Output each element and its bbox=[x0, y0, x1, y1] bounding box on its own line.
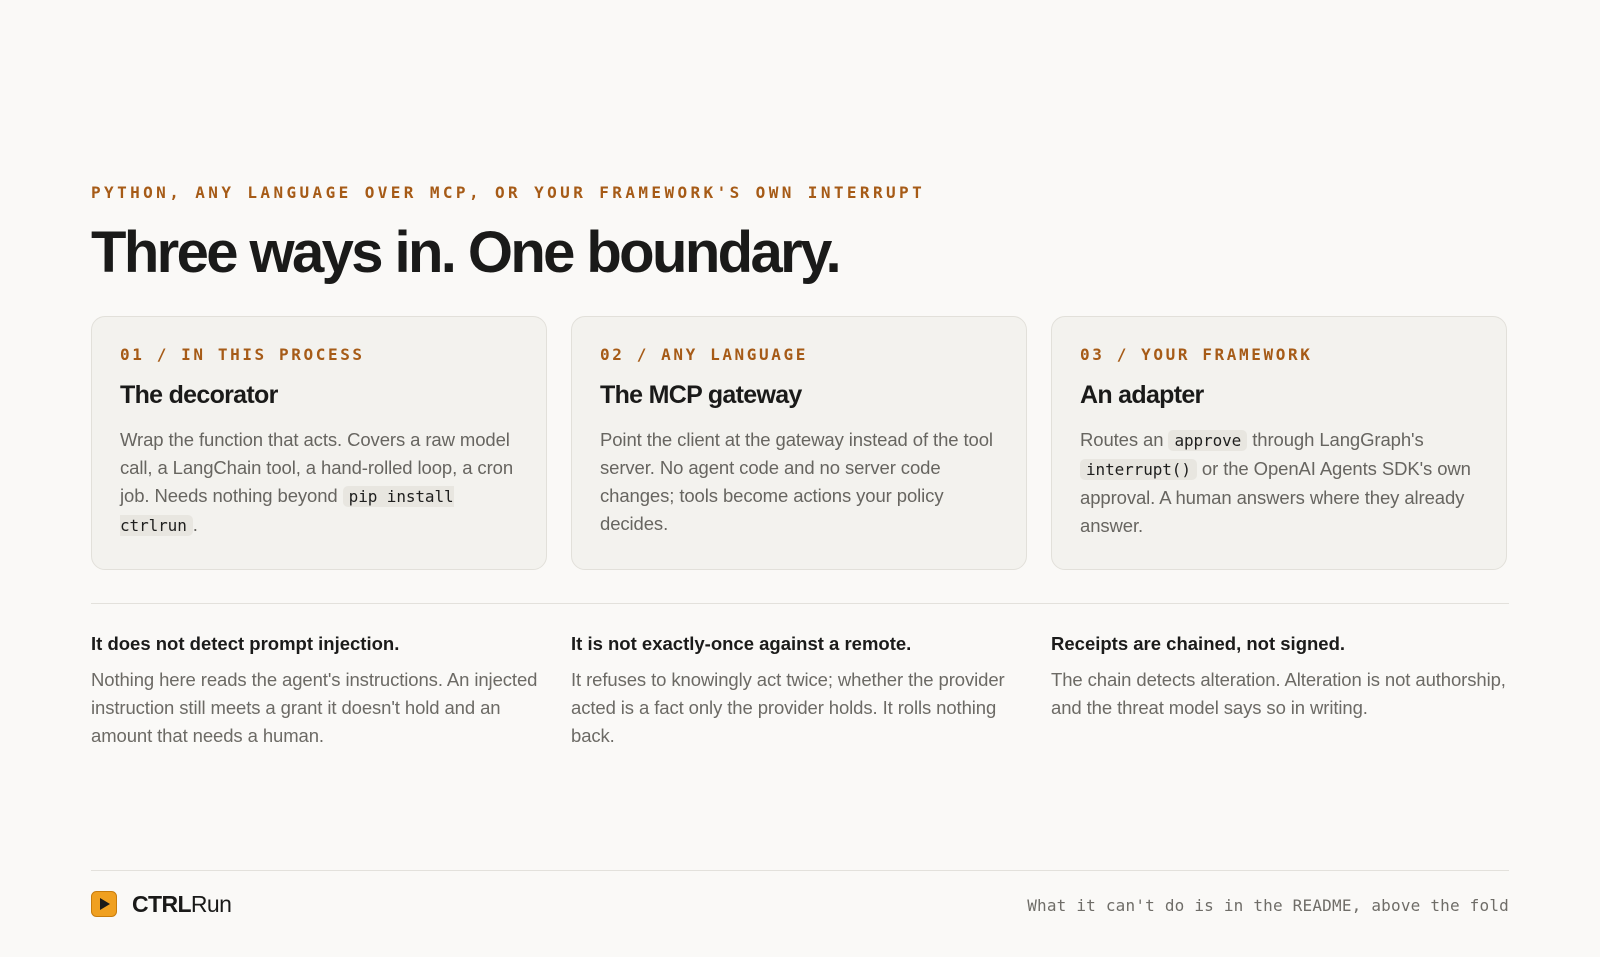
inline-code: pip install ctrlrun bbox=[120, 487, 454, 535]
card-label: 02 / ANY LANGUAGE bbox=[600, 345, 808, 364]
card-decorator bbox=[91, 316, 547, 570]
card-label: 03 / YOUR FRAMEWORK bbox=[1080, 345, 1313, 364]
limitation-item bbox=[571, 632, 1027, 750]
card-body-text: Wrap the function that acts. Covers a raw model call, a LangChain tool, a hand-rolled loop, a cron job. Needs nothing beyond bbox=[120, 429, 514, 506]
footer-divider bbox=[91, 870, 1509, 871]
card-body-text: or the OpenAI Agents SDK's own approval. A human answers where they already answer. bbox=[1080, 458, 1471, 536]
limitation-title: Receipts are chained, not signed. bbox=[1051, 633, 1346, 654]
card-adapter bbox=[1051, 316, 1507, 570]
limitation-item bbox=[91, 632, 547, 750]
integration-cards bbox=[91, 316, 1509, 570]
card-body bbox=[600, 426, 999, 538]
card-body-text: Routes an bbox=[1080, 429, 1169, 450]
card-body bbox=[1080, 426, 1479, 540]
play-icon bbox=[91, 891, 117, 917]
brand-name bbox=[132, 890, 231, 918]
inline-code: approve bbox=[1168, 430, 1247, 451]
limitation-body: It refuses to knowingly act twice; whether the provider acted is a fact only the provider holds. It rolls nothing back. bbox=[571, 669, 1005, 746]
limitation-body: Nothing here reads the agent's instructions. An injected instruction still meets a grant it doesn't hold and an amount that needs a human. bbox=[91, 669, 538, 746]
limitation-item bbox=[1051, 632, 1507, 750]
card-body bbox=[120, 426, 519, 540]
limitation-title: It is not exactly-once against a remote. bbox=[571, 633, 912, 654]
card-body-text: . bbox=[192, 514, 198, 535]
limitations bbox=[91, 632, 1509, 750]
brand-name-strong: CTRL bbox=[132, 891, 191, 917]
hero-eyebrow: PYTHON, ANY LANGUAGE OVER MCP, OR YOUR FRAMEWORK'S OWN INTERRUPT bbox=[91, 183, 926, 202]
limitation-body: The chain detects alteration. Alteration is not authorship, and the threat model says so in writing. bbox=[1051, 669, 1506, 718]
brand-name-light: Run bbox=[190, 891, 232, 917]
section-divider bbox=[91, 603, 1509, 604]
limitation-title: It does not detect prompt injection. bbox=[91, 633, 400, 654]
card-label: 01 / IN THIS PROCESS bbox=[120, 345, 365, 364]
page-title: Three ways in. One boundary. bbox=[91, 220, 839, 285]
brand-logo[interactable] bbox=[91, 890, 231, 918]
footer bbox=[91, 888, 1509, 920]
card-body-text: Point the client at the gateway instead of the tool server. No agent code and no server code changes; tools become actions your policy decides. bbox=[600, 429, 993, 534]
inline-code: interrupt() bbox=[1080, 459, 1197, 480]
page bbox=[91, 0, 1509, 957]
footer-note: What it can't do is in the README, above the fold bbox=[1027, 896, 1509, 915]
card-title: The MCP gateway bbox=[600, 381, 802, 409]
card-mcp-gateway bbox=[571, 316, 1027, 570]
card-title: The decorator bbox=[120, 381, 278, 409]
card-title: An adapter bbox=[1080, 381, 1204, 409]
card-body-text: through LangGraph's bbox=[1247, 429, 1424, 450]
